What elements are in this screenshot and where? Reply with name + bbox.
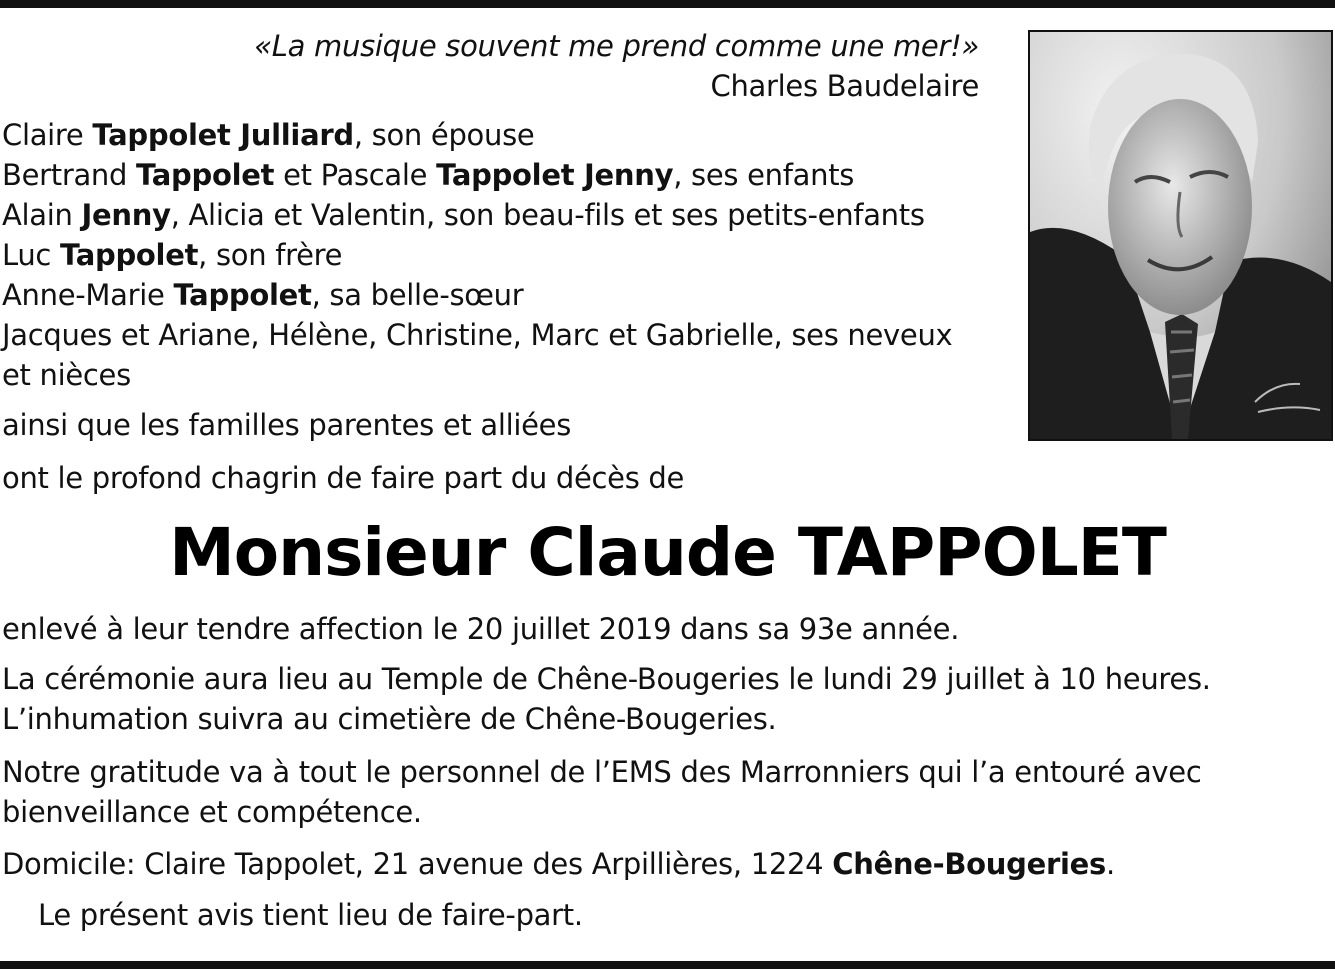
- family-text: , Alicia et Valentin, son beau-fils et ses petits-enfants: [170, 198, 925, 232]
- family-text: , son frère: [198, 238, 343, 272]
- family-list: [2, 115, 952, 395]
- ceremony-line-1: La cérémonie aura lieu au Temple de Chêne-Bougeries le lundi 29 juillet à 10 heures.: [2, 662, 1211, 696]
- family-line: [2, 195, 952, 235]
- family-text: Alain: [2, 198, 82, 232]
- family-text: Claire: [2, 118, 93, 152]
- gratitude-line-2: bienveillance et compétence.: [2, 795, 422, 829]
- portrait-illustration: [1030, 32, 1331, 439]
- domicile-prefix: Domicile: Claire Tappolet, 21 avenue des Arpillières, 1224: [2, 847, 833, 881]
- family-line: [2, 275, 952, 315]
- family-text: Luc: [2, 238, 60, 272]
- deceased-name: Monsieur Claude TAPPOLET: [169, 514, 1166, 591]
- family-text: Anne-Marie: [2, 278, 174, 312]
- family-surname: Tappolet: [173, 278, 312, 312]
- domicile-city: Chêne-Bougeries: [832, 847, 1106, 881]
- gratitude-line-1: Notre gratitude va à tout le personnel de l’EMS des Marronniers qui l’a entouré avec: [2, 755, 1202, 789]
- domicile-line: [2, 844, 1115, 884]
- family-line: [2, 355, 952, 395]
- epigraph: [254, 26, 979, 106]
- family-line: [2, 115, 952, 155]
- family-line: [2, 315, 952, 355]
- announcement-line: ont le profond chagrin de faire part du décès de: [2, 461, 685, 495]
- family-text: , son épouse: [353, 118, 535, 152]
- family-surname: Tappolet: [136, 158, 275, 192]
- family-line: [2, 235, 952, 275]
- family-surname: Tappolet Julliard: [92, 118, 354, 152]
- family-surname: Jenny: [81, 198, 171, 232]
- family-text: Jacques et Ariane, Hélène, Christine, Marc et Gabrielle, ses neveux: [2, 318, 953, 352]
- closing-line: Le présent avis tient lieu de faire-part.: [38, 898, 583, 932]
- family-text: et nièces: [2, 358, 131, 392]
- family-surname: Tappolet: [60, 238, 199, 272]
- top-rule: [0, 0, 1335, 8]
- portrait-photo: [1028, 30, 1333, 441]
- family-text: Bertrand: [2, 158, 137, 192]
- relatives-line: ainsi que les familles parentes et alliées: [2, 408, 572, 442]
- epigraph-quote: «La musique souvent me prend comme une mer!»: [254, 29, 979, 63]
- bottom-rule: [0, 961, 1335, 969]
- death-line: enlevé à leur tendre affection le 20 juillet 2019 dans sa 93e année.: [2, 612, 960, 646]
- family-text: , sa belle-sœur: [311, 278, 524, 312]
- family-text: et Pascale: [274, 158, 437, 192]
- family-text: , ses enfants: [673, 158, 855, 192]
- ceremony-line-2: L’inhumation suivra au cimetière de Chêne-Bougeries.: [2, 702, 777, 736]
- epigraph-author: Charles Baudelaire: [710, 69, 979, 103]
- family-line: [2, 155, 952, 195]
- domicile-suffix: .: [1105, 847, 1115, 881]
- family-surname: Tappolet Jenny: [436, 158, 674, 192]
